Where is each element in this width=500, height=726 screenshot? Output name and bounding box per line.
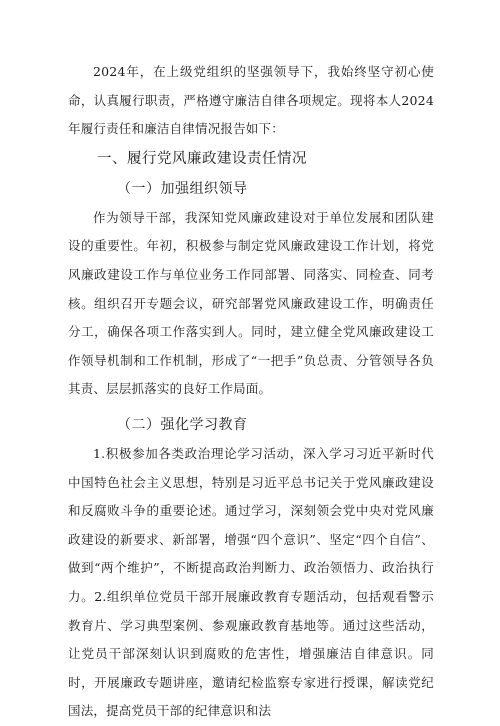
subsection-heading-1: （一）加强组织领导 xyxy=(117,180,248,197)
body-paragraph-1: 作为领导干部，我深知党风廉政建设对于单位发展和团队建设的重要性。年初，积极参与制定党风廉政建设工作计划，将党风廉政建设工作与单位业务工作同部署、同落实、同检查、同考核。组织召开专题会议，研究部署党风廉政建设工作，明确责任分工，确保各项工作落实到人。同时，建立健全党风廉政建设工作领导机制和工作机制，形成了“一把手”负总责、分管领导各负其责、层层抓落实的良好工作局面。 xyxy=(68,209,434,397)
document-body xyxy=(68,58,434,726)
subsection-heading-2: （二）强化学习教育 xyxy=(117,416,248,433)
section-heading-1: 一、履行党风廉政建设责任情况 xyxy=(97,150,307,167)
intro-paragraph: 2024年，在上级党组织的坚强领导下，我始终坚守初心使命，认真履行职责，严格遵守廉洁自律各项规定。现将本人2024年履行责任和廉洁自律情况报告如下： xyxy=(68,64,434,137)
body-paragraph-2: 1.积极参加各类政治理论学习活动，深入学习习近平新时代中国特色社会主义思想，特别是习近平总书记关于党风廉政建设和反腐败斗争的重要论述。通过学习，深刻领会党中央对党风廉政建设的新要求、新部署，增强“四个意识”、坚定“四个自信”、做到“两个维护”，不断提高政治判断力、政治领悟力、政治执行力。2.组织单位党员干部开展廉政教育专题活动，包括观看警示教育片、学习典型案例、参观廉政教育基地等。通过这些活动，让党员干部深刻认识到腐败的危害性，增强廉洁自律意识。同时，开展廉政专题讲座，邀请纪检监察专家进行授课，解读党纪国法，提高党员干部的纪律意识和法 xyxy=(68,445,434,719)
